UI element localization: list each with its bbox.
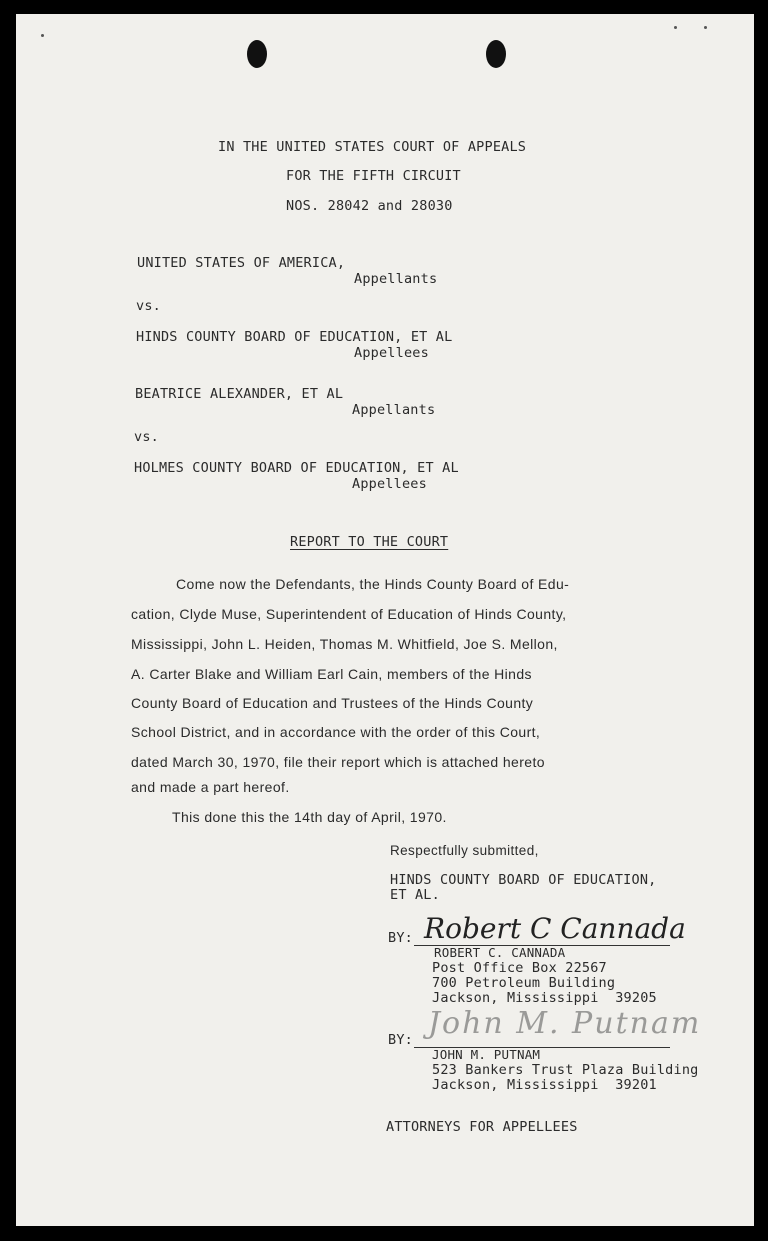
- signature-putnam: John M. Putnam: [428, 1006, 702, 1041]
- party-4: HOLMES COUNTY BOARD OF EDUCATION, ET AL: [134, 460, 459, 476]
- org-line-1: HINDS COUNTY BOARD OF EDUCATION,: [390, 872, 657, 888]
- body-line-2: cation, Clyde Muse, Superintendent of Education of Hinds County,: [131, 606, 567, 622]
- punch-hole-right: [486, 40, 506, 68]
- attorneys-for-appellees: ATTORNEYS FOR APPELLEES: [386, 1119, 578, 1135]
- speck: [41, 34, 44, 37]
- case-numbers: NOS. 28042 and 28030: [286, 198, 453, 214]
- body-line-7: dated March 30, 1970, file their report which is attached hereto: [131, 754, 545, 770]
- by-label-2: BY:: [388, 1032, 413, 1048]
- party-3-role: Appellants: [352, 402, 436, 418]
- court-line-2: FOR THE FIFTH CIRCUIT: [286, 168, 461, 184]
- party-1: UNITED STATES OF AMERICA,: [137, 255, 346, 271]
- body-line-3: Mississippi, John L. Heiden, Thomas M. Whitfield, Joe S. Mellon,: [131, 636, 558, 652]
- signer-1-addr-1: Post Office Box 22567: [432, 960, 607, 976]
- signer-1-addr-2: 700 Petroleum Building: [432, 975, 616, 991]
- body-line-6: School District, and in accordance with the order of this Court,: [131, 724, 541, 740]
- signer-2-name: JOHN M. PUTNAM: [432, 1047, 541, 1062]
- party-2-role: Appellees: [354, 345, 429, 361]
- body-line-4: A. Carter Blake and William Earl Cain, members of the Hinds: [131, 666, 532, 682]
- signer-1-addr-3: Jackson, Mississippi 39205: [432, 990, 657, 1006]
- party-1-role: Appellants: [354, 271, 438, 287]
- by-label-1: BY:: [388, 930, 413, 946]
- respectfully-submitted: Respectfully submitted,: [390, 843, 539, 858]
- speck: [674, 26, 677, 29]
- document-page: [16, 14, 754, 1226]
- body-line-8: and made a part hereof.: [131, 779, 290, 795]
- signer-2-addr-1: 523 Bankers Trust Plaza Building: [432, 1062, 699, 1078]
- speck: [704, 26, 707, 29]
- signature-cannada: Robert C Cannada: [424, 912, 686, 945]
- body-line-1: Come now the Defendants, the Hinds County Board of Edu-: [176, 576, 570, 592]
- signer-2-addr-2: Jackson, Mississippi 39201: [432, 1077, 657, 1093]
- body-line-5: County Board of Education and Trustees of the Hinds County: [131, 695, 534, 711]
- report-title: REPORT TO THE COURT: [290, 534, 449, 550]
- court-line-1: IN THE UNITED STATES COURT OF APPEALS: [218, 139, 527, 155]
- party-2: HINDS COUNTY BOARD OF EDUCATION, ET AL: [136, 329, 453, 345]
- signer-1-name: ROBERT C. CANNADA: [434, 945, 566, 960]
- vs-2: vs.: [134, 429, 159, 445]
- punch-hole-left: [247, 40, 267, 68]
- done-line: This done this the 14th day of April, 1970.: [172, 809, 447, 825]
- party-3: BEATRICE ALEXANDER, ET AL: [135, 386, 344, 402]
- party-4-role: Appellees: [352, 476, 427, 492]
- vs-1: vs.: [136, 298, 161, 314]
- org-line-2: ET AL.: [390, 887, 440, 903]
